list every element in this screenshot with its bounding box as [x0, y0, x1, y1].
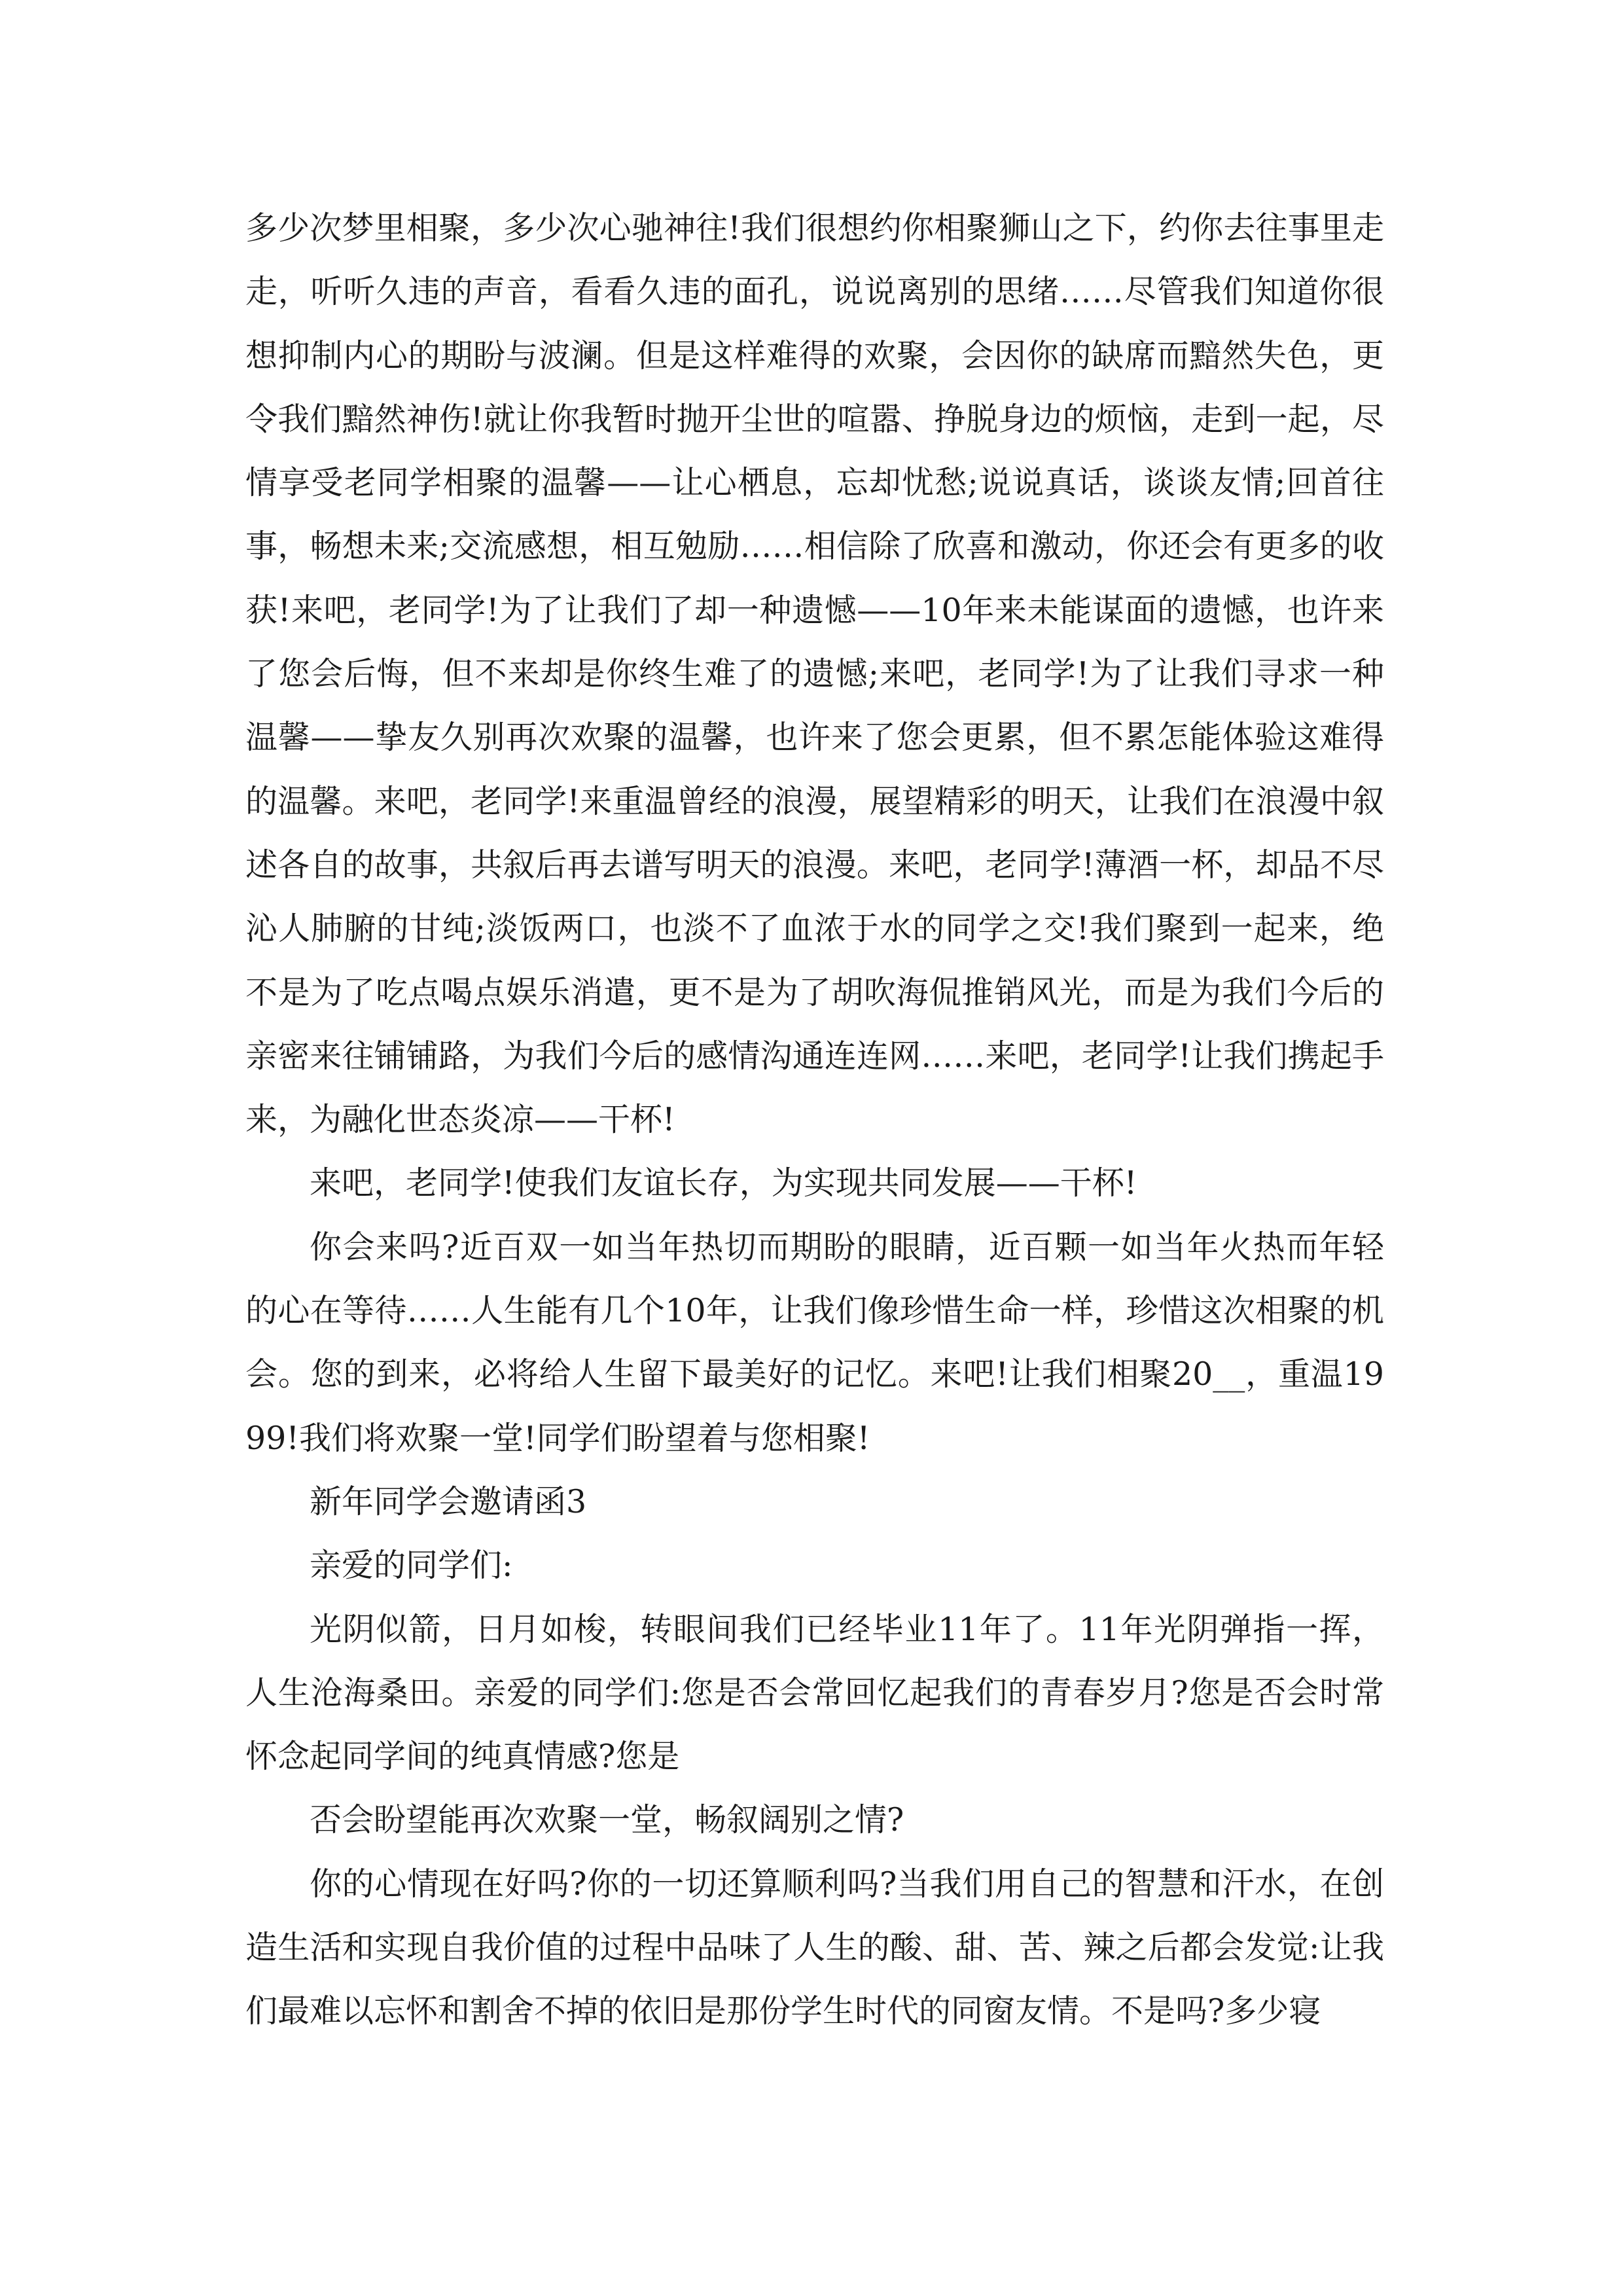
paragraph-how-are-you: 你的心情现在好吗?你的一切还算顺利吗?当我们用自己的智慧和汗水，在创造生活和实现自我价值的过程中品味了人生的酸、甜、苦、辣之后都会发觉:让我们最难以忘怀和割舍不掉的依旧是那份学生时代的同窗友情。不是吗?多少寝 [245, 1865, 1384, 2030]
paragraph-invitation-body: 多少次梦里相聚，多少次心驰神往!我们很想约你相聚狮山之下，约你去往事里走走，听听久违的声音，看看久违的面孔，说说离别的思绪……尽管我们知道你很想抑制内心的期盼与波澜。但是这样难得的欢聚，会因你的缺席而黯然失色，更令我们黯然神伤!就让你我暂时抛开尘世的喧嚣、挣脱身边的烦恼，走到一起，尽情享受老同学相聚的温馨——让心栖息，忘却忧愁;说说真话，谈谈友情;回首往事，畅想未来;交流感想，相互勉励……相信除了欣喜和激动，你还会有更多的收获!来吧，老同学!为了让我们了却一种遗憾——10年来未能谋面的遗憾，也许来了您会后悔，但不来却是你终生难了的遗憾;来吧，老同学!为了让我们寻求一种温馨——挚友久别再次欢聚的温馨，也许来了您会更累，但不累怎能体验这难得的温馨。来吧，老同学!来重温曾经的浪漫，展望精彩的明天，让我们在浪漫中叙述各自的故事，共叙后再去谱写明天的浪漫。来吧，老同学!薄酒一杯，却品不尽沁人肺腑的甘纯;淡饭两口，也淡不了血浓于水的同学之交!我们聚到一起来，绝不是为了吃点喝点娱乐消遣，更不是为了胡吹海侃推销风光，而是为我们今后的亲密来往铺铺路，为我们今后的感情沟通连连网……来吧，老同学!让我们携起手来，为融化世态炎凉——干杯! [245, 209, 1384, 1139]
paragraph-time-flies: 光阴似箭，日月如梭，转眼间我们已经毕业11年了。11年光阴弹指一挥，人生沧海桑田。亲爱的同学们:您是否会常回忆起我们的青春岁月?您是否会时常怀念起同学间的纯真情感?您是 [245, 1610, 1384, 1776]
document-body [245, 196, 1384, 2043]
salutation: 亲爱的同学们: [310, 1547, 513, 1585]
paragraph-toast: 来吧，老同学!使我们友谊长存，为实现共同发展——干杯! [310, 1164, 1137, 1202]
paragraph-reunion-question: 否会盼望能再次欢聚一堂，畅叙阔别之情? [310, 1801, 904, 1839]
paragraph-will-you-come: 你会来吗?近百双一如当年热切而期盼的眼睛，近百颗一如当年火热而年轻的心在等待……人生能有几个10年，让我们像珍惜生命一样，珍惜这次相聚的机会。您的到来，必将给人生留下最美好的记忆。来吧!让我们相聚20__，重温1999!我们将欢聚一堂!同学们盼望着与您相聚! [245, 1228, 1384, 1457]
section-heading: 新年同学会邀请函3 [310, 1482, 587, 1520]
